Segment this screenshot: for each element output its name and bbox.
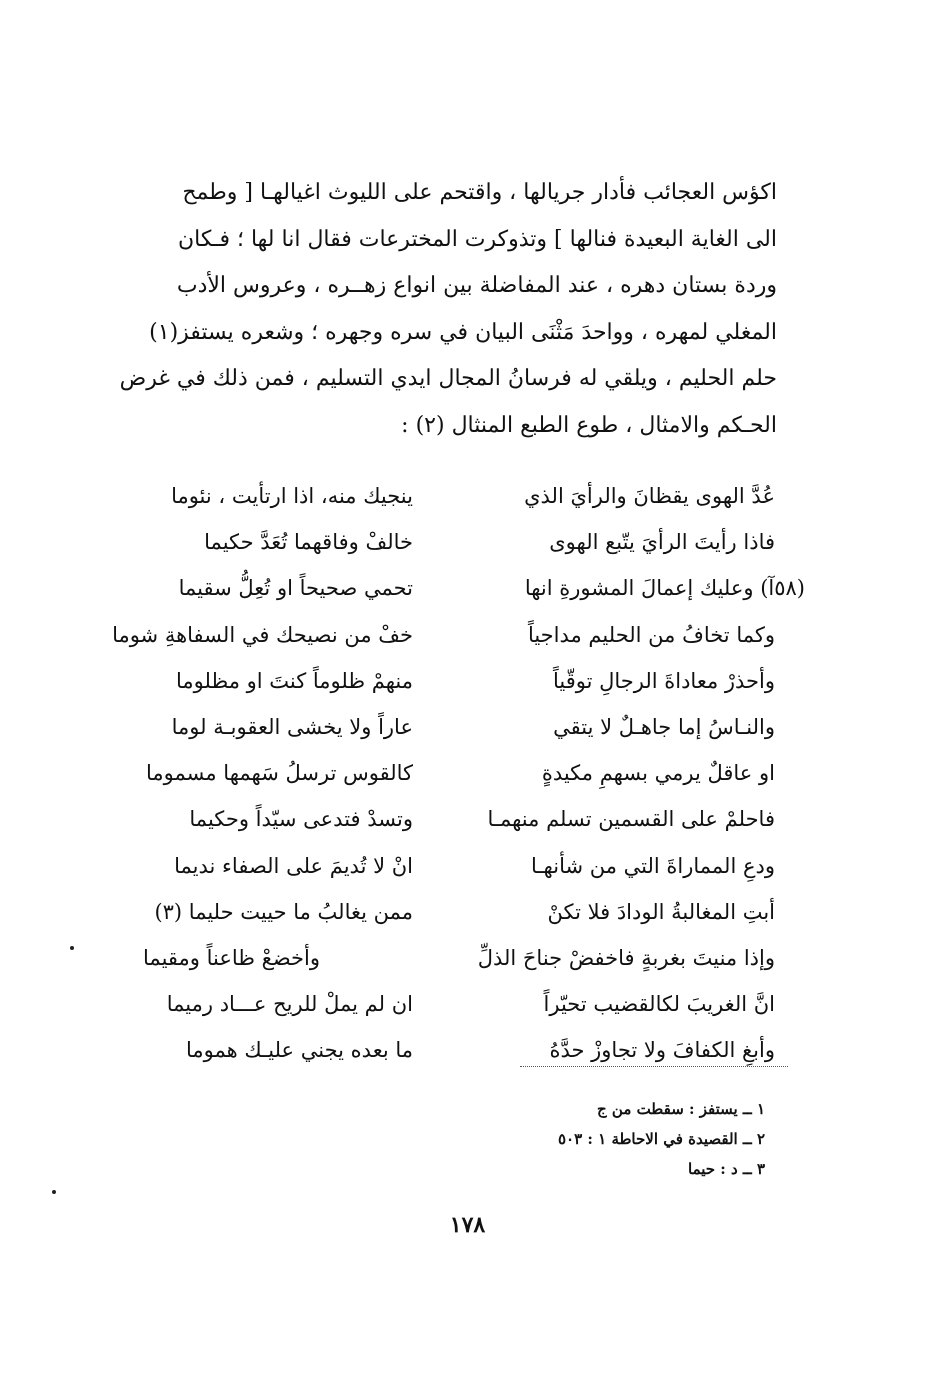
- second-hemistich: خالفْ وفاقهما تُعَدَّ حكيما: [204, 530, 413, 555]
- first-hemistich: فاذا رأيتَ الرأيَ يتّبع الهوى: [549, 530, 775, 555]
- second-hemistich: وتسدْ فتدعى سيّداً وحكيما: [189, 807, 413, 832]
- poem: [105, 478, 805, 1078]
- second-hemistich: عاراً ولا يخشى العقوبـة لوما: [171, 714, 413, 739]
- first-hemistich: (٥٨آ) وعليك إعمالَ المشورةِ انها: [524, 576, 805, 601]
- footnotes: [558, 1094, 765, 1184]
- second-hemistich: منهمْ ظلوماً كنتَ او مظلوما: [176, 668, 413, 693]
- footnote: ٣ ــ د : حيما: [688, 1160, 765, 1178]
- poem-verse: [105, 663, 775, 709]
- poem-verse: [105, 1032, 775, 1078]
- second-hemistich: تحمي صحيحاً او تُعِلُّ سقيما: [178, 576, 413, 601]
- second-hemistich: ان لم يملْ للريح عـــاد رميما: [166, 992, 413, 1017]
- first-hemistich: وأبغِ الكفافَ ولا تجاوزْ حدَّهُ: [549, 1038, 775, 1063]
- page-number: ١٧٨: [449, 1212, 486, 1238]
- poem-verse: [105, 570, 805, 616]
- poem-verse: [105, 848, 775, 894]
- footnote-separator: [520, 1066, 788, 1067]
- poem-verse: [105, 755, 775, 801]
- poem-verse: [105, 940, 775, 986]
- poem-verse: [105, 801, 775, 847]
- scan-speck: [70, 946, 74, 950]
- prose-line: الحـكم والامثال ، طوع الطبع المنثال (٢) :: [401, 412, 777, 438]
- first-hemistich: او عاقلٌ يرمي بسهمِ مكيدةٍ: [541, 761, 775, 786]
- first-hemistich: وإذا منيتَ بغربةٍ فاخفضْ جناحَ الذلِّ: [477, 945, 775, 970]
- second-hemistich: انْ لا تُديمَ على الصفاء نديما: [174, 853, 413, 878]
- second-hemistich: وأخضعْ ظاعناً ومقيما: [143, 945, 320, 970]
- first-hemistich: وكما تخافُ من الحليم مداجياً: [527, 622, 775, 647]
- poem-verse: [105, 617, 775, 663]
- second-hemistich: ينجيك منه، اذا ارتأيت ، نئوما: [171, 484, 413, 508]
- footnote: ١ ــ يستفز : سقطت من ج: [597, 1100, 765, 1118]
- first-hemistich: ودعِ المماراةَ التي من شأنهـا: [531, 853, 775, 878]
- second-hemistich: خفْ من نصيحك في السفاهةِ شوما: [112, 622, 413, 647]
- prose-line: وردة بستان دهره ، عند المفاضلة بين انواع زهــره ، وعروس الأدب: [176, 273, 777, 298]
- first-hemistich: والنـاسُ إما جاهـلٌ لا يتقي: [553, 714, 775, 739]
- poem-verse: [105, 709, 775, 755]
- second-hemistich: ممن يغالبُ ما حييت حليما (٣): [154, 899, 413, 924]
- second-hemistich: ما بعده يجني عليـك هموما: [186, 1038, 413, 1063]
- poem-verse: [105, 894, 775, 940]
- scan-speck: [52, 1190, 56, 1194]
- first-hemistich: انَّ الغريبَ لكالقضيب تحيّراً: [543, 992, 775, 1017]
- second-hemistich: كالقوس ترسلُ سَهمها مسموما: [146, 761, 413, 786]
- first-hemistich: أبتِ المغالبةُ الودادَ فلا تكنْ: [547, 899, 775, 924]
- prose-line: الى الغاية البعيدة فنالها ] وتذوكرت المخترعات فقال انا لها ؛ فـكان: [178, 226, 777, 252]
- first-hemistich: وأحذرْ معاداةَ الرجالِ توقّياً: [552, 668, 775, 693]
- prose-line: اكؤس العجائب فأدار جريالها ، واقتحم على الليوث اغيالهـا [ وطمح: [182, 180, 777, 205]
- poem-verse: [105, 986, 775, 1032]
- prose-paragraph: [105, 170, 777, 449]
- prose-line: حلم الحليم ، ويلقي له فرسانُ المجال ايدي التسليم ، فمن ذلك في غرض: [119, 366, 777, 391]
- poem-verse: [105, 524, 775, 570]
- footnote: ٢ ــ القصيدة في الاحاطة ١ : ٥٠٣: [558, 1130, 765, 1148]
- poem-verse: [105, 478, 775, 524]
- prose-line: المغلي لمهره ، وواحدَ مَثْنَى البيان في سره وجهره ؛ وشعره يستفز(١): [149, 319, 777, 345]
- first-hemistich: عُدَّ الهوى يقظانَ والرأيَ الذي: [524, 484, 775, 508]
- first-hemistich: فاحلمْ على القسمين تسلم منهمـا: [487, 807, 775, 832]
